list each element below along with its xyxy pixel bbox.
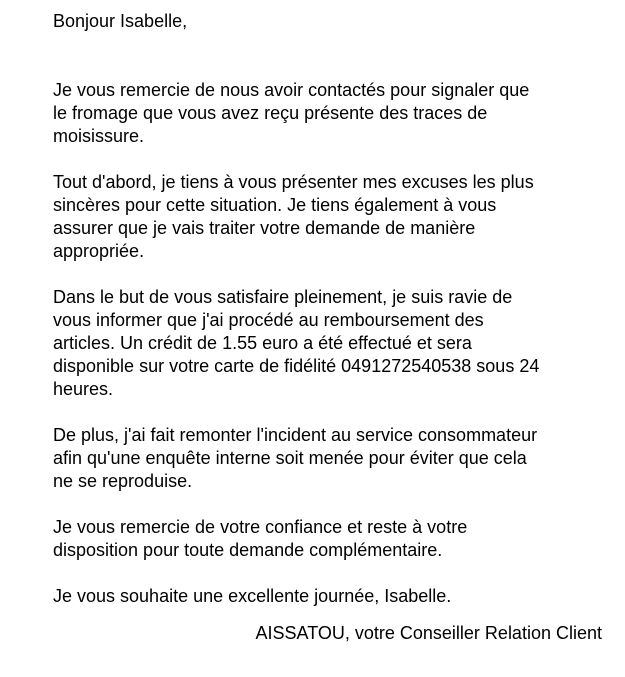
- text-line: afin qu'une enquête interne soit menée pour éviter que cela: [53, 448, 527, 468]
- text-line: assurer que je vais traiter votre demande de manière: [53, 218, 476, 238]
- text-line: heures.: [53, 379, 114, 399]
- text-line: Dans le but de vous satisfaire pleinement, je suis ravie de: [53, 287, 513, 307]
- text-line: disposition pour toute demande complémentaire.: [53, 540, 443, 560]
- paragraph-escalation: [53, 424, 613, 493]
- paragraph-apology: [53, 171, 613, 263]
- text-line: sincères pour cette situation. Je tiens également à vous: [53, 195, 497, 215]
- paragraph-closing: [53, 585, 613, 608]
- text-line: moisissure.: [53, 126, 145, 146]
- text-line: Je vous remercie de nous avoir contactés pour signaler que: [53, 80, 530, 100]
- paragraph-refund: [53, 286, 613, 401]
- greeting: [53, 10, 613, 33]
- text-line: Je vous remercie de votre confiance et reste à votre: [53, 517, 468, 537]
- text-line: disponible sur votre carte de fidélité 0491272540538 sous 24: [53, 356, 540, 376]
- signature: AISSATOU, votre Conseiller Relation Client: [255, 623, 602, 643]
- text-line: De plus, j'ai fait remonter l'incident au service consommateur: [53, 425, 538, 445]
- paragraph-acknowledgement: [53, 79, 613, 148]
- text-line: le fromage que vous avez reçu présente des traces de: [53, 103, 488, 123]
- text-line: appropriée.: [53, 241, 145, 261]
- text-line: articles. Un crédit de 1.55 euro a été effectué et sera: [53, 333, 472, 353]
- paragraph-thanks: [53, 516, 613, 562]
- letter-body: [53, 10, 613, 631]
- text-line: vous informer que j'ai procédé au remboursement des: [53, 310, 484, 330]
- text-line: Tout d'abord, je tiens à vous présenter mes excuses les plus: [53, 172, 534, 192]
- greeting-line: Bonjour Isabelle,: [53, 11, 188, 31]
- text-line: Je vous souhaite une excellente journée, Isabelle.: [53, 586, 452, 606]
- text-line: ne se reproduise.: [53, 471, 193, 491]
